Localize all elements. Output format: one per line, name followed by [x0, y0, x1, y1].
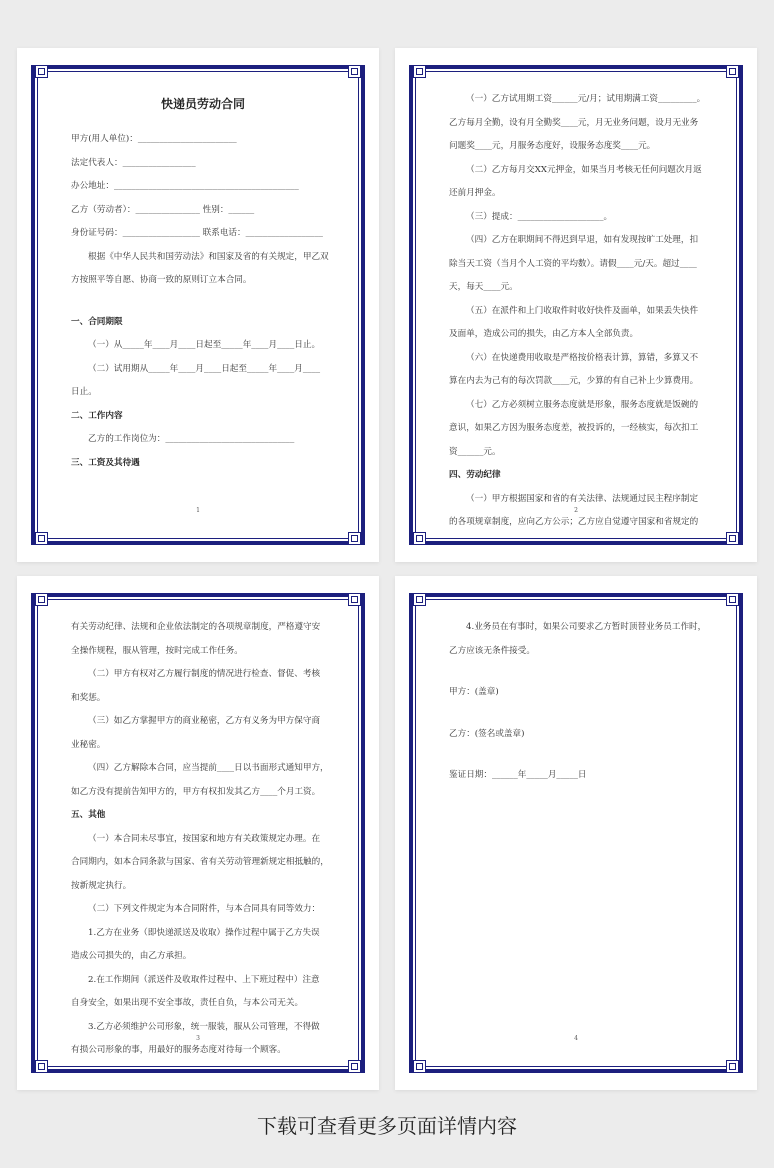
corner-ornament — [348, 532, 361, 545]
text-line: （三）提成：____________________。 — [466, 211, 613, 222]
document-title: 快递员劳动合同 — [160, 97, 245, 111]
text-line: 全操作规程，服从管理，按时完成工作任务。 — [71, 645, 243, 656]
text-line: （二）乙方每月交XX元押金，如果当月考核无任何问题次月返 — [466, 164, 702, 175]
text-line: 1.乙方在业务（即快递派送及收取）操作过程中属于乙方失误 — [88, 927, 320, 938]
text-line: 业秘密。 — [71, 739, 106, 750]
page-number: 3 — [196, 1035, 200, 1042]
text-line: 办公地址：___________________________________________ — [71, 181, 299, 191]
corner-ornament — [348, 65, 361, 78]
section-heading: 一、合同期限 — [71, 316, 123, 327]
corner-ornament — [726, 65, 739, 78]
document-page-3 — [17, 576, 379, 1090]
page-content — [71, 88, 335, 522]
text-line: 有关劳动纪律、法规和企业依法制定的各项规章制度，严格遵守安 — [71, 622, 321, 632]
text-line: 资______元。 — [449, 446, 501, 457]
page-number: 1 — [196, 507, 200, 514]
text-line: 还前月押金。 — [449, 188, 501, 198]
corner-ornament — [726, 1060, 739, 1073]
corner-ornament — [413, 65, 426, 78]
text-line: 甲方(用人单位)：_______________________ — [71, 134, 237, 144]
text-line: 天，每天____元。 — [449, 282, 518, 292]
text-line: 有损公司形象的事，用最好的服务态度对待每一个顾客。 — [71, 1045, 286, 1055]
text-line: 及面单，造成公司的损失，由乙方本人全部负责。 — [449, 329, 639, 339]
text-line: 乙方（劳动者）：_______________ 性别：______ — [71, 204, 255, 215]
text-line: （四）乙方解除本合同，应当提前____日以书面形式通知甲方， — [88, 763, 329, 773]
corner-ornament — [726, 593, 739, 606]
corner-ornament — [413, 1060, 426, 1073]
page-content — [71, 616, 335, 1055]
text-line: 造成公司损失的，由乙方承担。 — [71, 951, 192, 961]
text-line: （一）本合同未尽事宜，按国家和地方有关政策规定办理。在 — [88, 833, 321, 844]
text-line: 3.乙方必须维护公司形象，统一服装，服从公司管理，不得做 — [88, 1021, 320, 1032]
text-line: 4.业务员在有事时，如果公司要求乙方暂时顶替业务员工作时， — [466, 622, 707, 632]
text-line: 和奖惩。 — [71, 692, 106, 703]
text-line: 按新规定执行。 — [71, 880, 132, 891]
text-line: （六）在快递费用收取是严格按价格表计算，算错，多算又不 — [466, 352, 699, 363]
text-line: 身份证号码：__________________ 联系电话：__________________ — [71, 228, 323, 238]
section-heading: 五、其他 — [71, 810, 106, 820]
text-line: 算在内去为己有的每次罚款____元，少算的有自己补上少算费用。 — [449, 376, 699, 386]
text-line: 合同期内，如本合同条款与国家、省有关劳动管理新规定相抵触的， — [71, 857, 329, 867]
text-line: 法定代表人：_________________ — [71, 157, 196, 168]
text-line: （一）乙方试用期工资______元/月；试用期满工资_________。 — [466, 94, 706, 104]
text-line: （七）乙方必须树立服务态度就是形象，服务态度就是饭碗的 — [466, 399, 699, 410]
download-caption[interactable]: 下载可查看更多页面详情内容 — [257, 1114, 517, 1138]
page-number: 4 — [574, 1035, 578, 1042]
page-number: 2 — [574, 507, 578, 514]
spacer — [449, 705, 713, 723]
corner-ornament — [413, 532, 426, 545]
text-line: 如乙方没有提前告知甲方的，甲方有权扣发其乙方____个月工资。 — [71, 786, 321, 797]
text-line: 的各项规章制度，应向乙方公示；乙方应自觉遵守国家和省规定的 — [449, 517, 699, 527]
text-line: 意识，如果乙方因为服务态度差，被投诉的，一经核实，每次扣工 — [449, 423, 699, 433]
section-heading: 四、劳动纪律 — [449, 470, 501, 480]
document-page-2 — [395, 48, 757, 562]
page-content — [449, 616, 713, 1050]
text-line: 日止。 — [71, 387, 97, 397]
corner-ornament — [35, 532, 48, 545]
text-line: （二）甲方有权对乙方履行制度的情况进行检查、督促、考核 — [88, 669, 321, 679]
text-line: 乙方的工作岗位为：______________________________ — [88, 434, 295, 444]
text-line: 乙方：(签名或盖章) — [449, 728, 525, 739]
text-line: 2.在工作期间（派送件及收取件过程中、上下班过程中）注意 — [88, 974, 320, 985]
corner-ornament — [35, 1060, 48, 1073]
text-line: （一）从_____年____月____日起至_____年____月____日止。 — [88, 340, 321, 350]
text-line: 自身安全，如果出现不安全事故，责任自负，与本公司无关。 — [71, 998, 304, 1008]
spacer — [449, 746, 713, 764]
corner-ornament — [348, 1060, 361, 1073]
text-line: 根据《中华人民共和国劳动法》和国家及省的有关规定，甲乙双 — [88, 251, 329, 262]
corner-ornament — [35, 65, 48, 78]
spacer — [449, 663, 713, 681]
text-line: （五）在派件和上门收取件时收好快件及面单，如果丢失快件 — [466, 305, 699, 316]
text-line: 方按照平等自愿、协商一致的原则订立本合同。 — [71, 275, 252, 285]
text-line: 乙方每月全勤，设有月全勤奖____元，月无业务问题，设月无业务 — [449, 117, 699, 128]
section-heading: 二、工作内容 — [71, 410, 123, 421]
text-line: （四）乙方在职期间不得迟到早退，如有发现按旷工处理，扣 — [466, 235, 699, 245]
corner-ornament — [726, 532, 739, 545]
text-line: 除当天工资（当月个人工资的平均数）。请假____元/天。超过____ — [449, 258, 697, 269]
text-line: 乙方应该无条件接受。 — [449, 645, 535, 656]
text-line: （二）试用期从_____年____月____日起至_____年____月____ — [88, 363, 321, 374]
document-page-1 — [17, 48, 379, 562]
page-content — [449, 88, 713, 527]
document-page-4 — [395, 576, 757, 1090]
corner-ornament — [413, 593, 426, 606]
section-heading: 三、工资及其待遇 — [71, 457, 140, 468]
text-line: （一）甲方根据国家和省的有关法律、法规通过民主程序制定 — [466, 493, 699, 504]
text-line: 鉴证日期：______年_____月_____日 — [449, 770, 587, 780]
text-line: 问题奖____元，月服务态度好，设服务态度奖____元。 — [449, 141, 656, 151]
text-line: 甲方：(盖章) — [449, 687, 499, 697]
corner-ornament — [348, 593, 361, 606]
corner-ornament — [35, 593, 48, 606]
text-line: （三）如乙方掌握甲方的商业秘密，乙方有义务为甲方保守商 — [88, 716, 321, 726]
text-line: （二）下列文件规定为本合同附件，与本合同具有同等效力： — [88, 904, 321, 914]
spacer — [71, 293, 335, 311]
